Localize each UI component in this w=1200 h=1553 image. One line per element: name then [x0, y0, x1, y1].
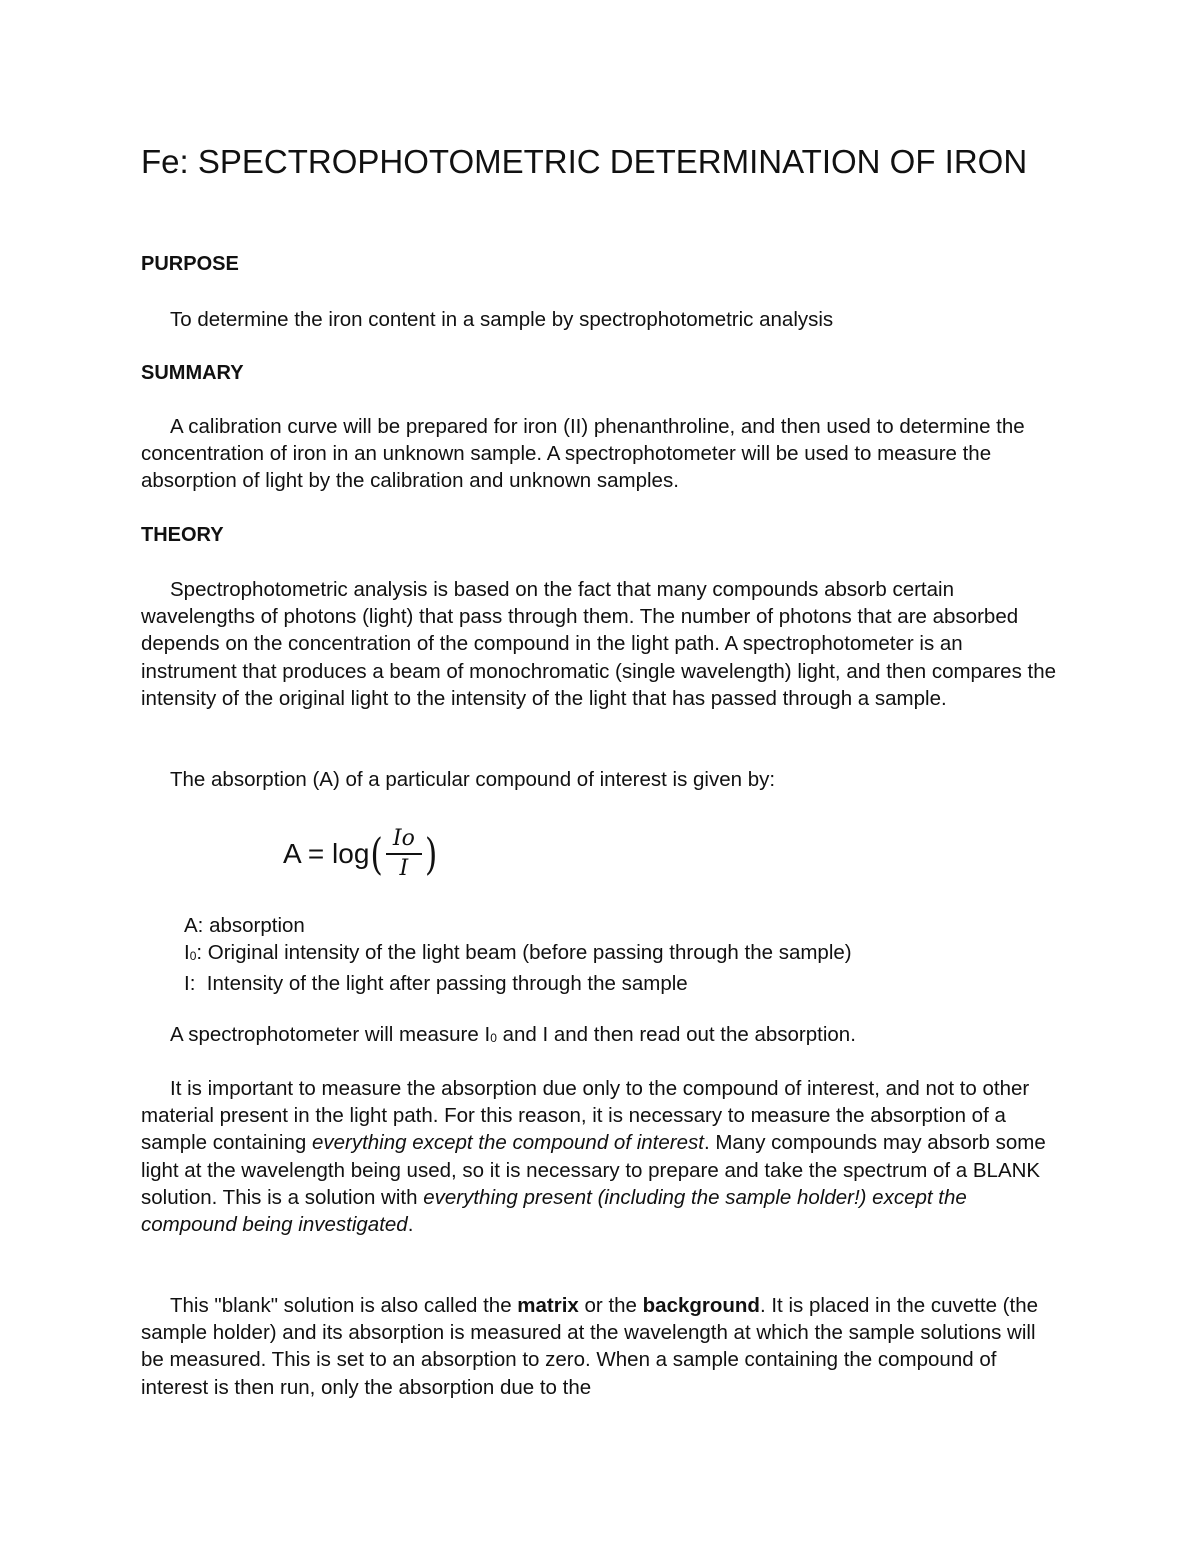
- definition-text: absorption: [203, 914, 305, 937]
- document-title: Fe: SPECTROPHOTOMETRIC DETERMINATION OF IRON: [141, 143, 1028, 180]
- theory-paragraph-4: [141, 1075, 1061, 1238]
- definition-list: [184, 912, 852, 998]
- definition-text: Intensity of the light after passing through the sample: [195, 972, 688, 996]
- theory-heading: THEORY: [141, 524, 224, 546]
- definition-item-io: [184, 939, 852, 970]
- equation-open-paren: (: [370, 828, 383, 880]
- para4-italic-1: everything except the compound of interest: [311, 1131, 704, 1155]
- absorption-equation: [283, 818, 438, 890]
- theory-paragraph-1: Spectrophotometric analysis is based on the fact that many compounds absorb certain wavelengths of photons (light) that pass through them. The number of photons that are absorbed depends on the concentration of the compound in the light path. A spectrophotometer is an instrument that produces a beam of monochromatic (single wavelength) light, and then compares the intensity of the original light to the intensity of the light that has passed through a sample.: [141, 578, 1057, 710]
- para5-text-2: or the: [578, 1294, 643, 1317]
- para3-after: and I and then read out the absorption.: [496, 1023, 856, 1046]
- purpose-heading: PURPOSE: [141, 253, 239, 275]
- equation-denominator: I: [399, 856, 409, 881]
- summary-heading: SUMMARY: [141, 362, 244, 384]
- definition-item-a: [184, 912, 852, 939]
- para4-italic-2: everything present (including the sample holder!) except the compound being investigated: [141, 1185, 967, 1237]
- definition-text: : Original intensity of the light beam (before passing through the sample): [196, 941, 852, 965]
- para4-text-2: . Many compounds may absorb some light at the wavelength being used, so it is necessary to prepare and take the spectrum of a BLANK solution. This is a solution with: [141, 1131, 1046, 1209]
- para5-text-3: . It is placed in the cuvette (the sample holder) and its absorption is measured at the wavelength at which the sample solutions will be measured. This is set to an absorption to zero. When a sample containing the compound of interest is then run, only the absorption due to the: [141, 1294, 1039, 1399]
- para5-text-1: This "blank" solution is also called the: [170, 1294, 518, 1317]
- definition-item-i: [184, 970, 852, 997]
- para5-bold-matrix: matrix: [517, 1294, 579, 1317]
- para4-text-1: It is important to measure the absorption due only to the compound of interest, and not to other material present in the light path. For this reason, it is necessary to measure the absorption of a sample containing: [141, 1077, 1030, 1155]
- definition-symbol: I:: [184, 972, 196, 996]
- subscript-zero: 0: [490, 1031, 497, 1045]
- definition-symbol: A:: [184, 914, 204, 937]
- purpose-text: To determine the iron content in a sample by spectrophotometric analysis: [170, 308, 834, 331]
- fraction-bar: [386, 853, 422, 855]
- definition-symbol: I: [184, 941, 190, 965]
- summary-text: A calibration curve will be prepared for iron (II) phenanthroline, and then used to determine the concentration of iron in an unknown sample. A spectrophotometer will be used to measure the absorption of light by the calibration and unknown samples.: [141, 415, 1025, 493]
- equation-numerator: Io: [392, 826, 415, 851]
- equation-fraction: [386, 826, 422, 882]
- para3-before: A spectrophotometer will measure I: [170, 1023, 491, 1046]
- equation-close-paren: ): [424, 828, 438, 880]
- para4-text-3: .: [407, 1213, 414, 1237]
- subscript-zero: 0: [189, 949, 197, 964]
- theory-paragraph-5: [141, 1292, 1061, 1401]
- theory-paragraph-3: [141, 1021, 1061, 1052]
- equation-lhs: A = log: [283, 838, 370, 869]
- para5-bold-background: background: [642, 1294, 760, 1317]
- theory-paragraph-2: The absorption (A) of a particular compound of interest is given by:: [170, 768, 776, 791]
